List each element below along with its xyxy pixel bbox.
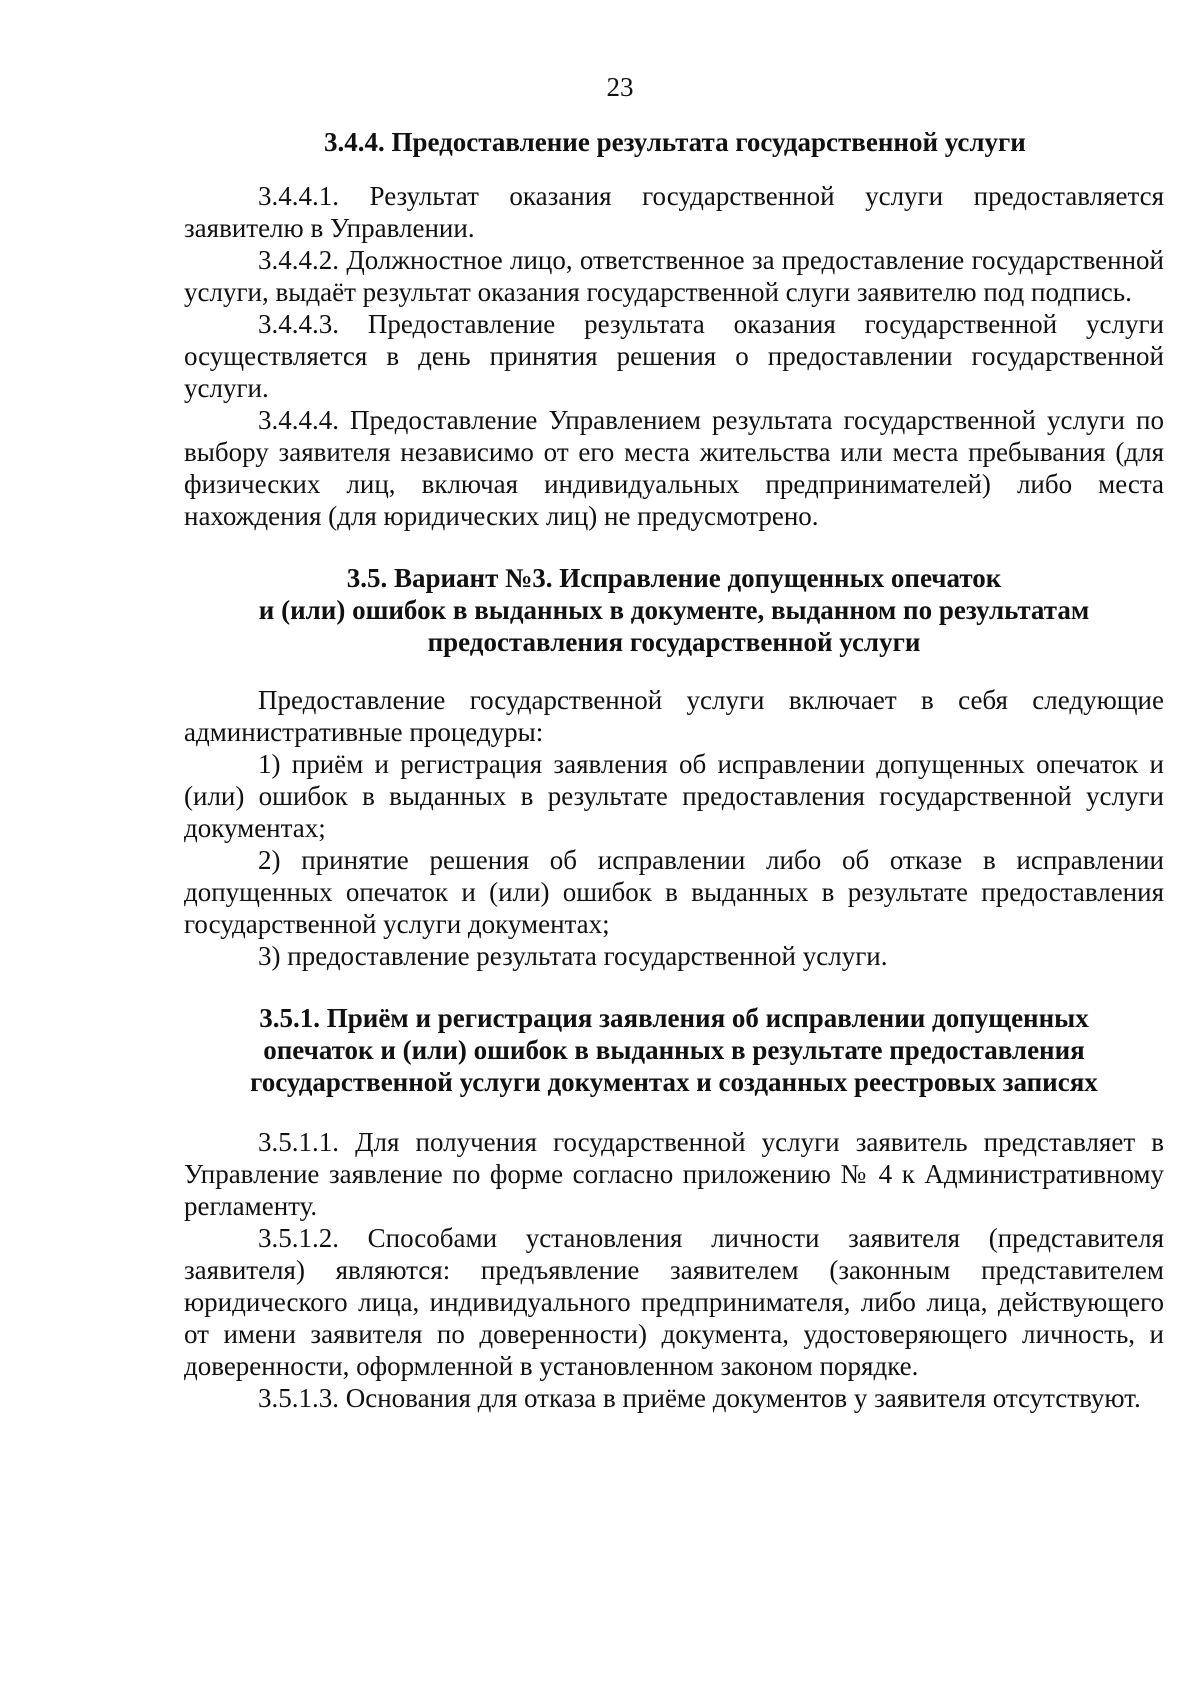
paragraph-intro: Предоставление государственной услуги включает в себя следующие административные процедуры: (184, 685, 1164, 747)
heading-line: государственной услуги документах и созданных реестровых записях (250, 1067, 1098, 1097)
section-heading-3-5 (184, 562, 1164, 658)
paragraph-3-5-1-1: 3.5.1.1. Для получения государственной услуги заявитель представляет в Управление заявление по форме согласно приложению № 4 к Административному регламенту. (184, 1127, 1164, 1221)
section-heading-3-4-4: 3.4.4. Предоставление результата государственной услуги (324, 127, 1026, 157)
list-item-3: 3) предоставление результата государственной услуги. (258, 941, 888, 971)
heading-line: предоставления государственной услуги (427, 627, 921, 657)
paragraph-3-4-4-2: 3.4.4.2. Должностное лицо, ответственное за предоставление государственной услуги, выдаёт результат оказания государственной слуги заявителю под подпись. (184, 245, 1164, 307)
paragraph-3-5-1-2: 3.5.1.2. Способами установления личности заявителя (представителя заявителя) являются: предъявление заявителем (законным представителем юридического лица, индивидуального предпринимателя, либо лица, действующего от имени заявителя по доверенности) документа, удостоверяющего личность, и доверенности, оформленной в установленном законом порядке. (184, 1223, 1164, 1381)
document-body (184, 126, 1164, 1414)
list-item-2: 2) принятие решения об исправлении либо об отказе в исправлении допущенных опечаток и (или) ошибок в выданных в результате предоставления государственной услуги документах; (184, 845, 1164, 939)
heading-line: опечаток и (или) ошибок в выданных в результате предоставления (263, 1035, 1085, 1065)
section-heading-3-5-1 (184, 1002, 1164, 1098)
heading-line: и (или) ошибок в выданных в документе, выданном по результатам (258, 595, 1090, 625)
paragraph-3-4-4-4: 3.4.4.4. Предоставление Управлением результата государственной услуги по выбору заявителя независимо от его места жительства или места пребывания (для физических лиц, включая индивидуальных предпринимателей) либо места нахождения (для юридических лиц) не предусмотрено. (184, 405, 1164, 531)
list-item-1: 1) приём и регистрация заявления об исправлении допущенных опечаток и (или) ошибок в выданных в результате предоставления государственной услуги документах; (184, 749, 1164, 843)
heading-line: 3.5. Вариант №3. Исправление допущенных опечаток (346, 563, 1002, 593)
heading-line: 3.5.1. Приём и регистрация заявления об исправлении допущенных (259, 1003, 1089, 1033)
paragraph-3-4-4-1: 3.4.4.1. Результат оказания государственной услуги предоставляется заявителю в Управлении. (184, 181, 1164, 243)
paragraph-3-4-4-3: 3.4.4.3. Предоставление результата оказания государственной услуги осуществляется в день принятия решения о предоставлении государственной услуги. (184, 309, 1164, 403)
paragraph-3-5-1-3: 3.5.1.3. Основания для отказа в приёме документов у заявителя отсутствуют. (258, 1383, 1141, 1413)
page-number: 23 (606, 72, 634, 102)
